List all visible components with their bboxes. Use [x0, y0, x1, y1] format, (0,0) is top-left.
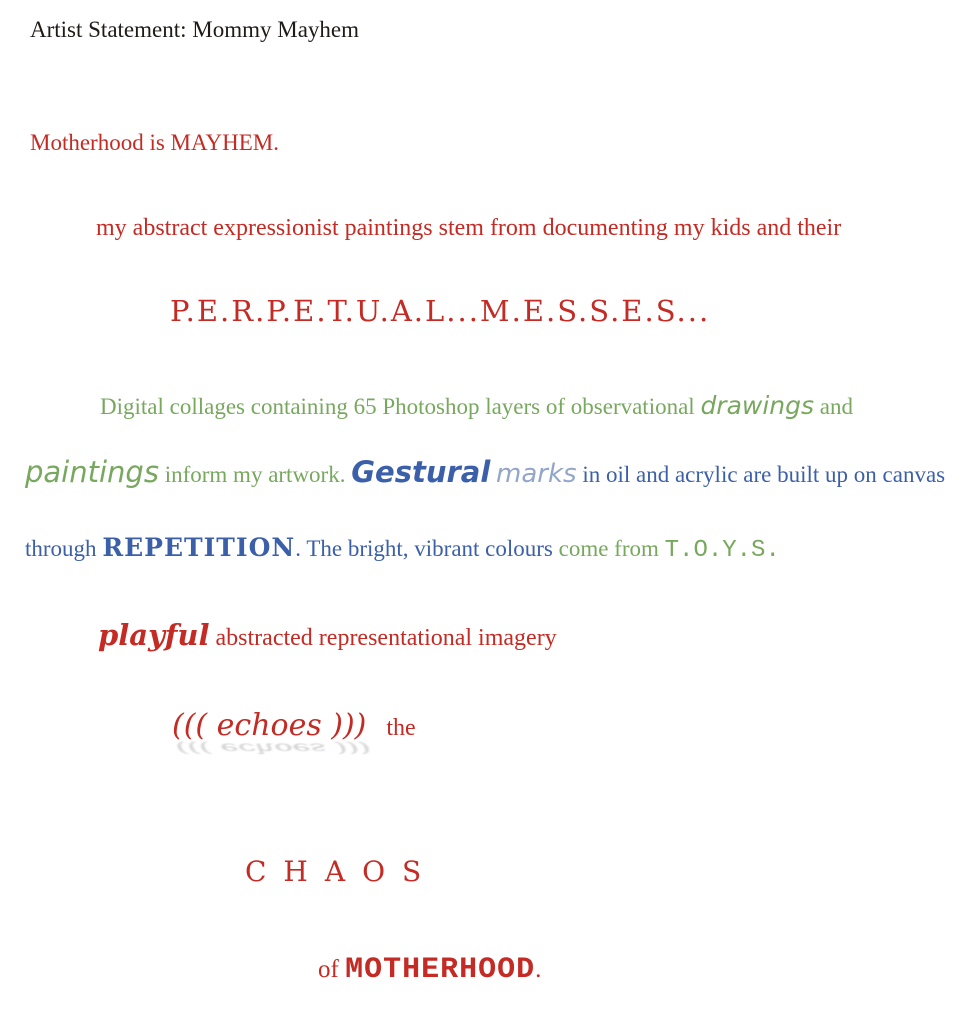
page-title: Artist Statement: Mommy Mayhem: [30, 17, 359, 42]
statement-line-playful: [98, 618, 557, 653]
statement-line-echoes: [172, 708, 416, 756]
abstracted-text: abstracted representational imagery: [215, 625, 557, 651]
oil-text: in oil and acrylic are built up on canvas: [582, 462, 946, 487]
echoes-reflection: ((( echoes ))): [176, 739, 371, 756]
and-word: and: [819, 394, 854, 419]
statement-line-perpetual: P.E.R.P.E.T.U.A.L...M.E.S.S.E.S...: [170, 294, 711, 328]
statement-line-mayhem: Motherhood is MAYHEM.: [30, 130, 279, 155]
bright-text: . The bright, vibrant colours: [295, 536, 553, 561]
repetition-word: REPETITION: [102, 533, 296, 562]
statement-line-motherhood: [318, 952, 541, 988]
end-period: .: [535, 956, 542, 983]
of-word: of: [318, 956, 339, 983]
statement-line-paintings: [25, 455, 945, 490]
statement-line-through: [25, 533, 780, 566]
echoes-word: ((( echoes ))): [172, 708, 367, 743]
through-word: through: [25, 536, 97, 561]
digital-text: Digital collages containing 65 Photoshop layers of observational: [100, 394, 695, 419]
statement-line-abstract: my abstract expressionist paintings stem from documenting my kids and their: [96, 215, 842, 241]
toys-word: T.O.Y.S.: [664, 537, 780, 564]
statement-line-digital: [100, 391, 853, 421]
statement-line-chaos: CHAOS: [245, 855, 439, 888]
gestural-word: Gestural: [351, 455, 491, 489]
paintings-word: paintings: [25, 455, 159, 489]
come-from-text: come from: [558, 536, 659, 561]
drawings-word: drawings: [700, 391, 815, 420]
motherhood-word: MOTHERHOOD: [345, 953, 536, 987]
echoes-effect: [172, 708, 371, 756]
playful-word: playful: [98, 618, 210, 652]
marks-word: marks: [496, 459, 577, 489]
the-word: the: [386, 715, 416, 741]
inform-text: inform my artwork.: [164, 462, 346, 487]
